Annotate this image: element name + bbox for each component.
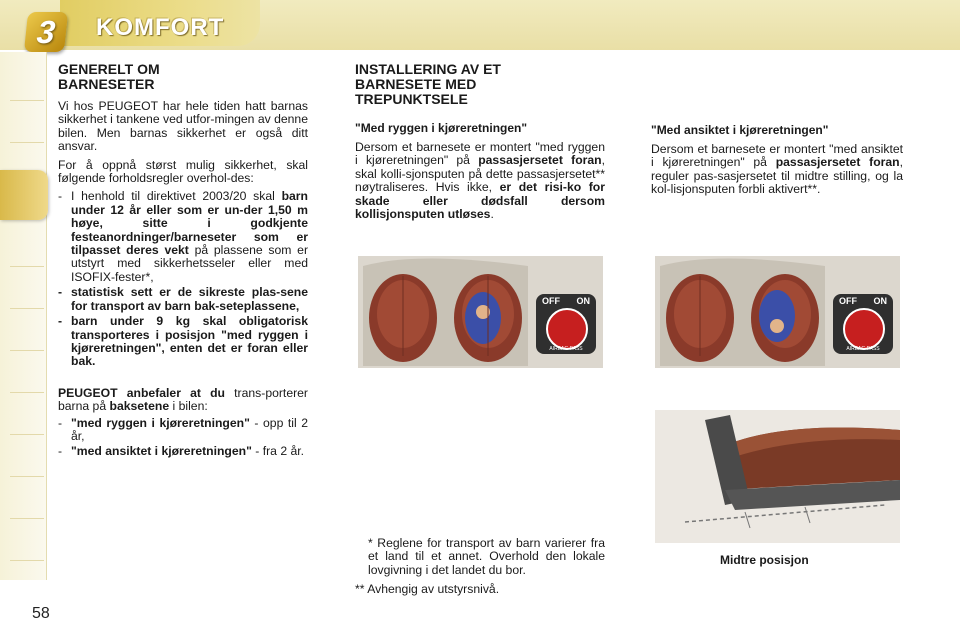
page-number: 58 <box>32 605 50 622</box>
illustration-rear-facing-seat <box>358 256 603 368</box>
side-tab[interactable] <box>10 226 44 267</box>
column-forward-facing <box>651 123 903 197</box>
airbag-indicator: OFF ON AIRBAG PASS <box>833 294 893 354</box>
forward-facing-paragraph: Dersom et barnesete er montert "med ansiktet i kjøreretningen" på passasjersetet foran, reguler pas-sasjersetet til midtre stilling, og la kol-lisjonsputen forbli aktivert**. <box>651 142 903 197</box>
side-tab[interactable] <box>10 394 44 435</box>
list-item: - I henhold til direktivet 2003/20 skal barn under 12 år eller som er un-der 1,50 m høye, sitte i godkjente festeanordninger/barneseter som er tilpasset deres vekt på plassene som er utstyrt med sikkerhetsseler eller med ISOFIX-fester*, <box>58 189 308 284</box>
list-item: - "med ansiktet i kjøreretningen" - fra 2 år. <box>58 444 305 459</box>
chapter-badge: 3 <box>24 12 68 52</box>
airbag-indicator: OFF ON AIRBAG PASS <box>536 294 596 354</box>
footnotes <box>355 537 605 597</box>
illustration-forward-facing-seat <box>655 256 900 368</box>
footnote: * Reglene for transport av barn varierer fra et land til et annet. Overhold den lokale lovgivning i det landet du bor. <box>368 536 605 577</box>
list-item: - "med ryggen i kjøreretningen" - opp til 2 år, <box>58 415 308 443</box>
side-tab[interactable] <box>10 268 44 309</box>
heading-installation: INSTALLERING AV ET BARNESETE MED TREPUNKTSELE <box>355 61 501 107</box>
list-item: - barn under 9 kg skal obligatorisk transporteres i posisjon "med ryggen i kjøreretningen", enten det er foran eller bak. <box>58 314 308 369</box>
footnote: ** Avhengig av utstyrsnivå. <box>355 582 500 597</box>
column-general <box>58 62 308 459</box>
side-tab[interactable] <box>10 520 44 561</box>
side-tab[interactable] <box>10 310 44 351</box>
recommendation-paragraph: PEUGEOT anbefaler at du trans-porterer barna på baksetene i bilen: <box>58 385 308 414</box>
intro-paragraph: Vi hos PEUGEOT har hele tiden hatt barnas sikkerhet i tankene ved utfor-mingen av denne bilen. Men barnas sikkerhet er også ditt ansvar. <box>58 99 308 154</box>
caption-middle-position: Midtre posisjon <box>720 553 809 567</box>
chapter-title: KOMFORT <box>96 14 225 41</box>
side-tab[interactable] <box>10 60 44 101</box>
side-tab[interactable] <box>10 102 44 143</box>
list-item: - statistisk sett er de sikreste plas-sene for transport av barn bak-seteplassene, <box>58 285 308 313</box>
precautions-paragraph: For å oppnå størst mulig sikkerhet, skal følgende forholdsregler overhol-des: <box>58 157 308 186</box>
subheading-forward-facing: "Med ansiktet i kjøreretningen" <box>651 123 829 137</box>
heading-general: GENERELT OM BARNESETER <box>58 61 160 92</box>
side-tab-active[interactable] <box>0 170 48 220</box>
side-tab[interactable] <box>10 352 44 393</box>
rear-facing-paragraph: Dersom et barnesete er montert "med ryggen i kjøreretningen" på passasjersetet foran, skal kolli-sjonsputen på dette passasjersetet** nøytraliseres. Hvis ikke, er det risi-ko for skade eller dødsfall dersom kollisjonsputen utløses. <box>355 140 605 222</box>
subheading-rear-facing: "Med ryggen i kjøreretningen" <box>355 121 528 135</box>
column-rear-facing <box>355 62 605 221</box>
side-tab[interactable] <box>10 478 44 519</box>
side-tab[interactable] <box>10 436 44 477</box>
illustration-seat-middle-position <box>655 410 900 543</box>
